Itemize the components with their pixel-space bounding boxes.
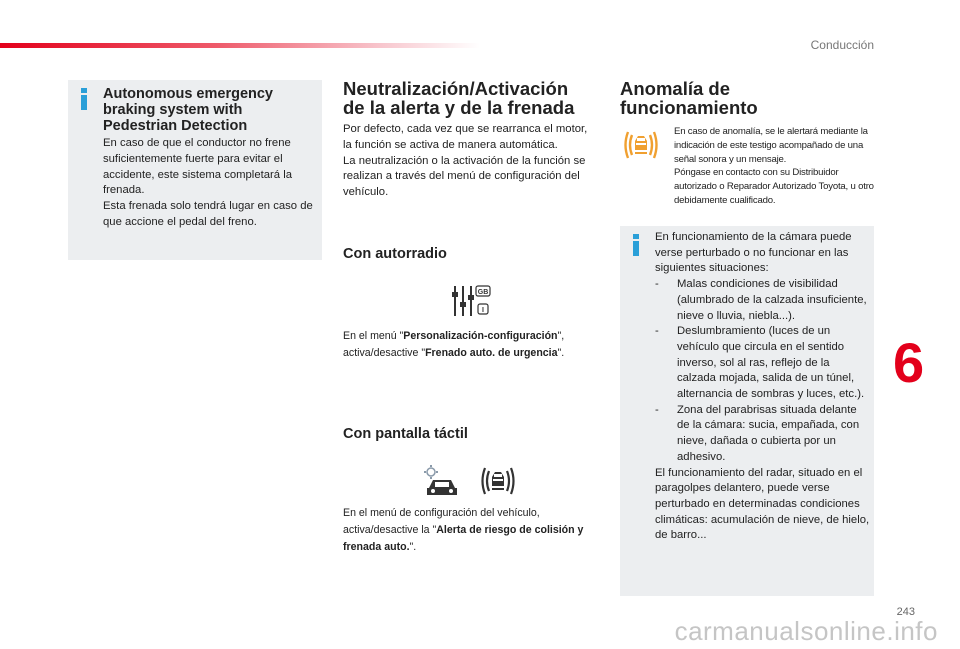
autorradio-instructions	[343, 328, 603, 362]
chapter-number: 6	[893, 331, 925, 394]
info-box-text	[103, 136, 315, 231]
menu-name: Personalización-configuración	[403, 330, 558, 342]
list-item: - Zona del parabrisas situada delante de la cámara: sucia, empañada, con nieve, dañada o cubierta por un adhesivo.	[655, 403, 860, 463]
icon-badge-gb: GB	[477, 289, 489, 296]
heading-anomalia: Anomalía de funcionamiento	[620, 78, 758, 118]
text-fragment: ", activa/desactive "	[343, 330, 565, 359]
list-item-text: Deslumbramiento (luces de un vehículo que circula en el sentido inverso, sol al ras, reflejo de la calzada mojada, salida de un túnel, alternancia de sombras y luces, etc.).	[677, 325, 865, 401]
info-box-paragraph: En caso de que el conductor no frene suficientemente fuerte para evitar el accidente, este sistema completará la frenada.	[103, 137, 293, 197]
watermark: carmanualsonline.info	[674, 616, 938, 646]
info-box-paragraph: Esta frenada solo tendrá lugar en caso de que accione el pedal del freno.	[103, 200, 313, 228]
option-name: Frenado auto. de urgencia	[425, 347, 558, 359]
info-box-title: Autonomous emergency braking system with Pedestrian Detection	[103, 86, 273, 134]
collision-alert-icon	[479, 464, 517, 498]
intro-paragraph: La neutralización o la activación de la función se realizan a través del menú de configuración del vehículo.	[343, 154, 586, 199]
heading-neutralizacion: Neutralización/Activación de la alerta y de la frenada	[343, 78, 575, 118]
header-accent-bar	[0, 43, 480, 48]
pantalla-tactil-instructions	[343, 505, 598, 556]
situation-list	[655, 277, 870, 465]
list-item: - Deslumbramiento (luces de un vehículo que circula en el sentido inverso, sol al ras, reflejo de la calzada mojada, salida de un túnel, alternancia de sombras y luces, etc.).	[655, 325, 865, 401]
intro-paragraph: Por defecto, cada vez que se rearranca el motor, la función se activa de manera automática.	[343, 123, 588, 151]
info-box-intro: En funcionamiento de la cámara puede verse perturbado o no funcionar en las siguientes situaciones:	[655, 231, 852, 275]
list-item-text: Zona del parabrisas situada delante de la cámara: sucia, empañada, con nieve, dañada o cubierta por un adhesivo.	[677, 403, 860, 463]
icon-badge-i: I	[482, 307, 484, 314]
info-icon	[78, 88, 90, 110]
anomalia-paragraph: En caso de anomalía, se le alertará mediante la indicación de este testigo acompañado de una señal sonora y un mensaje.	[674, 126, 868, 165]
info-box-text	[655, 230, 870, 544]
info-box-aeb	[68, 80, 322, 260]
section-title: Conducción	[810, 38, 874, 52]
anomalia-paragraph: Póngase en contacto con su Distribuidor autorizado o Reparador Autorizado Toyota, u otro debidamente cualificado.	[674, 167, 874, 206]
car-settings-icon	[421, 464, 461, 498]
info-box-outro: El funcionamiento del radar, situado en el paragolpes delantero, puede verse perturbado en determinadas condiciones climáticas: acumulación de nieve, de hielo, de barro...	[655, 466, 870, 542]
text-fragment: ".	[557, 347, 565, 359]
text-fragment: En el menú "	[343, 330, 404, 342]
info-box-camera	[620, 226, 874, 596]
page-number: 243	[896, 606, 915, 618]
collision-alert-warning-icon	[622, 128, 660, 162]
heading-pantalla-tactil: Con pantalla táctil	[343, 426, 468, 442]
settings-sliders-icon	[451, 284, 493, 318]
text-fragment: En el menú de configuración del vehículo, activa/desactive la "	[343, 507, 540, 536]
text-fragment: ".	[409, 541, 417, 553]
list-item: - Malas condiciones de visibilidad (alumbrado de la calzada insuficiente, nieve o lluvia, niebla...).	[655, 278, 867, 322]
option-name: Alerta de riesgo de colisión y frenada auto.	[343, 524, 584, 553]
info-icon	[630, 234, 642, 256]
intro-text	[343, 122, 598, 201]
heading-autorradio: Con autorradio	[343, 246, 447, 262]
anomalia-text	[674, 125, 874, 208]
list-item-text: Malas condiciones de visibilidad (alumbrado de la calzada insuficiente, nieve o lluvia, niebla...).	[677, 278, 867, 322]
